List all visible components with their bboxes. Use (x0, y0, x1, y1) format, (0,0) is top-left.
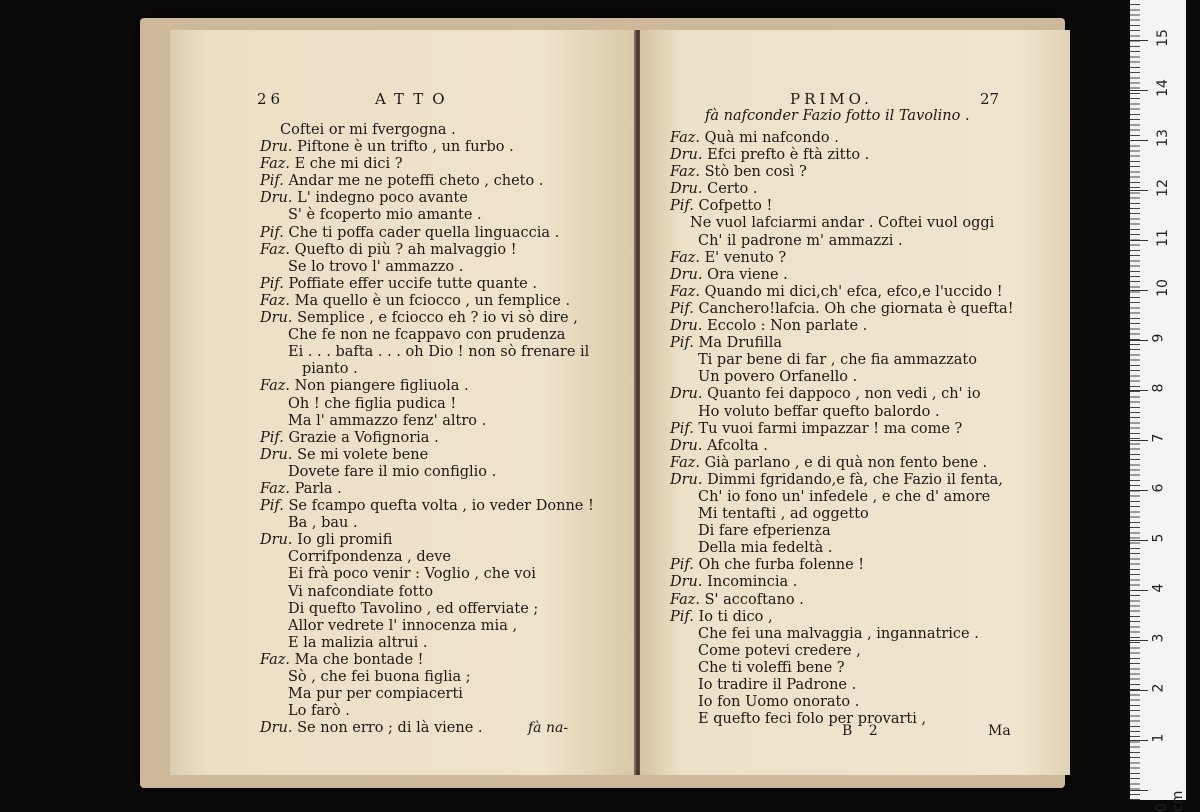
text-line (260, 447, 594, 464)
text-line (670, 643, 1014, 660)
speaker-label: Faz. (670, 164, 700, 181)
text-line (260, 122, 594, 139)
text-line (260, 225, 594, 242)
line-text: S' è fcoperto mio amante . (288, 207, 482, 224)
line-text: Già parlano , e di quà non fento bene . (704, 454, 988, 471)
line-text: Allor vedrete l' innocenza mia , (288, 617, 518, 634)
line-text: Ne vuol lafciarmi andar . Coftei vuol oggi (690, 215, 995, 232)
speaker-label: Pif. (260, 173, 284, 190)
text-line (260, 259, 594, 276)
line-text: Quanto fei dappoco , non vedi , ch' io (707, 386, 981, 403)
text-line (260, 156, 594, 173)
text-line (260, 686, 594, 703)
line-text: Della mia fedeltà . (698, 540, 833, 557)
line-text: Andar me ne poteffi cheto , cheto . (288, 173, 544, 190)
speaker-label: Dru. (670, 318, 703, 335)
left-text-block (260, 122, 594, 737)
text-line (260, 344, 594, 361)
line-text: Sò , che fei buona figlia ; (288, 669, 471, 685)
line-text: Se fcampo quefta volta , io veder Donne ! (288, 498, 594, 515)
line-text: Che ti voleffi bene ? (698, 659, 845, 676)
speaker-label: Dru. (670, 386, 703, 403)
ruler-number: 5 (1150, 533, 1167, 543)
line-text: Eccolo : Non parlate . (707, 318, 868, 335)
text-line (670, 386, 1014, 403)
text-line (670, 609, 1014, 626)
text-line (260, 378, 594, 395)
ruler-number: 6 (1150, 483, 1167, 493)
line-text: Piftone è un trifto , un furbo . (297, 139, 514, 156)
line-text: Cofpetto ! (698, 198, 773, 215)
ruler-number: 2 (1150, 683, 1167, 693)
line-text: Ch' il padrone m' ammazzi . (698, 232, 903, 249)
speaker-label: Dru. (670, 574, 703, 591)
line-text: Parla . (294, 480, 342, 497)
text-line (260, 652, 594, 669)
text-line (670, 523, 1014, 540)
line-text: Non piangere figliuola . (294, 378, 469, 395)
ruler-tick (1130, 590, 1148, 591)
text-line (260, 515, 594, 532)
text-line (670, 694, 1014, 711)
ruler-number: 13 (1154, 129, 1171, 147)
running-head-right: PRIMO. (790, 90, 873, 108)
text-line (260, 618, 594, 635)
speaker-label: Pif. (670, 557, 694, 574)
line-text: Come potevi credere , (698, 642, 861, 659)
ruler-tick (1130, 790, 1148, 791)
catchword-right: Ma (988, 723, 1011, 739)
text-line (670, 660, 1014, 677)
text-line (260, 139, 594, 156)
line-text: Canchero!lafcia. Oh che giornata è quefta! (698, 300, 1014, 317)
stage-direction: fà nafconder Fazio fotto il Tavolino . (705, 108, 970, 124)
text-line (670, 472, 1014, 489)
line-text: E che mi dici ? (294, 156, 403, 173)
ruler-number: 3 (1150, 633, 1167, 643)
ruler-number: 1 (1150, 733, 1167, 743)
text-line (260, 498, 594, 515)
text-line (260, 293, 594, 310)
ruler-number: 12 (1154, 179, 1171, 197)
text-line (670, 540, 1014, 557)
line-text: Ho voluto beffar quefto balordo . (698, 403, 940, 420)
text-line (670, 181, 1014, 198)
line-text: Stò ben così ? (704, 164, 807, 181)
line-text: Ma che bontade ! (294, 651, 424, 668)
line-text: S' accoftano . (704, 591, 804, 608)
line-text: Se lo trovo l' ammazzo . (288, 258, 464, 275)
line-text: Che fei una malvaggia , ingannatrice . (698, 625, 979, 642)
text-line (670, 489, 1014, 506)
line-text: Ma l' ammazzo fenz' altro . (288, 412, 487, 429)
speaker-label: Dru. (670, 266, 703, 283)
speaker-label: Pif. (670, 300, 694, 317)
left-page (170, 30, 635, 775)
ruler-tick (1130, 290, 1148, 291)
ruler-number: 11 (1154, 229, 1171, 247)
speaker-label: Faz. (670, 454, 700, 471)
speaker-label: Dru. (670, 437, 703, 454)
speaker-label: Dru. (670, 147, 703, 164)
line-text: pianto . (302, 361, 358, 378)
text-line (260, 703, 594, 720)
ruler-tick (1130, 190, 1148, 191)
text-line (260, 549, 594, 566)
text-line (670, 506, 1014, 523)
text-line (670, 164, 1014, 181)
text-line (670, 438, 1014, 455)
ruler-tick (1130, 390, 1148, 391)
speaker-label: Pif. (670, 420, 694, 437)
line-text: E' venuto ? (704, 249, 787, 266)
text-line (670, 335, 1014, 352)
speaker-label: Faz. (260, 241, 290, 258)
ruler-tick (1130, 40, 1148, 41)
ruler-tick (1130, 140, 1148, 141)
speaker-label: Faz. (260, 378, 290, 395)
line-text: Incomincia . (707, 574, 798, 591)
line-text: Quando mi dici,ch' efca, efco,e l'uccido ! (704, 283, 1003, 300)
text-line (670, 574, 1014, 591)
text-line (260, 430, 594, 447)
line-text: Io ti dico , (698, 608, 773, 625)
speaker-label: Dru. (670, 181, 703, 198)
text-line (670, 369, 1014, 386)
line-text: Di quefto Tavolino , ed offerviate ; (288, 600, 539, 617)
line-text: Oh che furba folenne ! (698, 557, 865, 574)
ruler-tick (1130, 690, 1148, 691)
text-line (670, 250, 1014, 267)
line-text: Ma quello è un fciocco , un femplice . (294, 292, 571, 309)
line-text: Ti par bene di far , che fia ammazzato (698, 352, 977, 369)
speaker-label: Pif. (260, 498, 284, 515)
text-line (260, 207, 594, 224)
line-text: Un povero Orfanello . (698, 369, 858, 386)
line-text: Io gli promifi (297, 532, 393, 549)
ruler-tick (1130, 340, 1148, 341)
line-text: Poffiate effer uccife tutte quante . (288, 275, 537, 292)
text-line (670, 455, 1014, 472)
text-line (260, 396, 594, 413)
ruler-number: 0 cm (1154, 790, 1186, 812)
text-line (670, 233, 1014, 250)
text-line (670, 626, 1014, 643)
line-text: L' indegno poco avante (297, 190, 468, 207)
line-text: E quefto feci folo per provarti , (698, 711, 927, 728)
text-line (260, 361, 594, 378)
page-number-right: 27 (980, 90, 1000, 108)
ruler-tick (1130, 440, 1148, 441)
text-line (260, 310, 594, 327)
speaker-label: Faz. (260, 651, 290, 668)
text-line (670, 421, 1014, 438)
line-text: Afcolta . (707, 437, 768, 454)
line-text: Dovete fare il mio configlio . (288, 463, 497, 480)
right-page (640, 30, 1070, 775)
line-text: Ei . . . bafta . . . oh Dio ! non sò frenare il (288, 344, 590, 361)
text-line (260, 242, 594, 259)
speaker-label: Pif. (670, 198, 694, 215)
text-line (670, 404, 1014, 421)
right-text-block (670, 130, 1014, 728)
line-text: Ei frà poco venir : Voglio , che voi (288, 566, 536, 583)
ruler-number: 9 (1150, 333, 1167, 343)
text-line (670, 352, 1014, 369)
line-text: Coftei or mi fvergogna . (280, 122, 456, 138)
running-head-left: ATTO (375, 90, 454, 108)
text-line (670, 677, 1014, 694)
speaker-label: Pif. (260, 429, 284, 446)
text-line (670, 318, 1014, 335)
speaker-label: Dru. (260, 190, 293, 207)
text-line (260, 532, 594, 549)
text-line (260, 327, 594, 344)
line-text: Lo farò . (288, 703, 350, 720)
ruler-tick (1130, 540, 1148, 541)
speaker-label: Faz. (260, 480, 290, 497)
text-line (260, 190, 594, 207)
line-text: Se non erro ; di là viene . (297, 720, 483, 737)
speaker-label: Dru. (670, 471, 703, 488)
speaker-label: Faz. (670, 591, 700, 608)
line-text: Tu vuoi farmi impazzar ! ma come ? (698, 420, 963, 437)
line-text: Se mi volete bene (297, 446, 429, 463)
text-line (670, 301, 1014, 318)
measuring-ruler (1130, 0, 1186, 812)
page-number-left: 26 (257, 90, 285, 108)
ruler-tick (1130, 240, 1148, 241)
line-text: Ch' io fono un' infedele , e che d' amore (698, 488, 991, 505)
text-line (670, 592, 1014, 609)
line-text: Io fon Uomo onorato . (698, 694, 860, 711)
line-text: Mi tentafti , ad oggetto (698, 506, 869, 523)
text-line (670, 130, 1014, 147)
line-text: Ba , bau . (288, 515, 358, 532)
line-text: Ora viene . (707, 266, 788, 283)
speaker-label: Faz. (670, 130, 700, 146)
speaker-label: Dru. (260, 720, 293, 737)
speaker-label: Pif. (260, 224, 284, 241)
speaker-label: Dru. (260, 310, 293, 327)
line-text: Di fare efperienza (698, 523, 831, 540)
text-line (260, 669, 594, 686)
text-line (670, 215, 1014, 232)
text-line (670, 557, 1014, 574)
speaker-label: Faz. (260, 156, 290, 173)
speaker-label: Faz. (260, 292, 290, 309)
speaker-label: Dru. (260, 139, 293, 156)
text-line (670, 147, 1014, 164)
text-line (260, 464, 594, 481)
line-text: Vi nafcondiate fotto (288, 583, 434, 600)
text-line (260, 635, 594, 652)
text-line (260, 173, 594, 190)
ruler-tick (1130, 640, 1148, 641)
speaker-label: Dru. (260, 532, 293, 549)
ruler-number: 8 (1150, 383, 1167, 393)
line-text: Che ti poffa cader quella linguaccia . (288, 224, 560, 241)
ruler-number: 7 (1150, 433, 1167, 443)
line-text: Certo . (707, 181, 758, 198)
ruler-number: 4 (1150, 583, 1167, 593)
line-text: Dimmi fgridando,e fà, che Fazio il fenta, (707, 471, 1003, 488)
text-line (670, 284, 1014, 301)
line-text: Quà mi nafcondo . (704, 130, 839, 146)
line-text: E la malizia altrui . (288, 634, 428, 651)
line-text: Efci prefto è ftà zitto . (707, 147, 870, 164)
line-text: Che fe non ne fcappavo con prudenza (288, 327, 566, 344)
line-text: Oh ! che figlia pudica ! (288, 395, 457, 412)
catchword-left: fà na- (528, 720, 569, 736)
ruler-tick (1130, 90, 1148, 91)
line-text: Corrifpondenza , deve (288, 549, 451, 566)
text-line (260, 276, 594, 293)
text-line (670, 198, 1014, 215)
line-text: Io tradire il Padrone . (698, 677, 857, 693)
text-line (670, 267, 1014, 284)
text-line (260, 481, 594, 498)
text-line (260, 566, 594, 583)
ruler-number: 15 (1154, 29, 1171, 47)
text-line (260, 601, 594, 618)
text-line (260, 584, 594, 601)
signature-mark: B 2 (842, 723, 884, 739)
speaker-label: Pif. (260, 275, 284, 292)
text-line (260, 413, 594, 430)
speaker-label: Pif. (670, 608, 694, 625)
ruler-number: 14 (1154, 79, 1171, 97)
line-text: Ma Drufilla (698, 335, 783, 352)
line-text: Quefto di più ? ah malvaggio ! (294, 241, 517, 258)
speaker-label: Pif. (670, 335, 694, 352)
line-text: Semplice , e fciocco eh ? io vi sò dire , (297, 310, 578, 327)
speaker-label: Dru. (260, 446, 293, 463)
line-text: Grazie a Vofignoria . (288, 429, 439, 446)
line-text: Ma pur per compiacerti (288, 686, 463, 703)
speaker-label: Faz. (670, 249, 700, 266)
ruler-tick (1130, 740, 1148, 741)
speaker-label: Faz. (670, 283, 700, 300)
ruler-number: 10 (1154, 279, 1171, 297)
ruler-tick (1130, 490, 1148, 491)
